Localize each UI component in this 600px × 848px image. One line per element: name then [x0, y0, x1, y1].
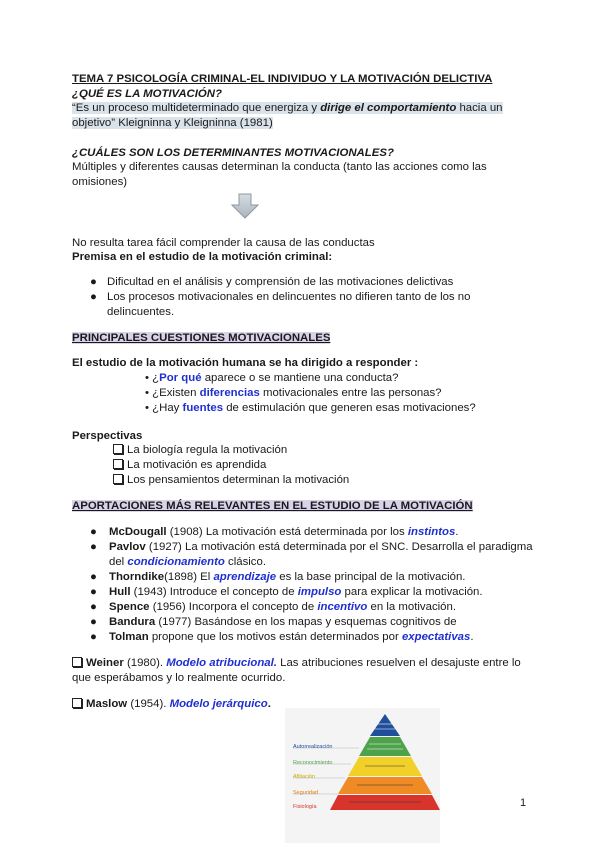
- theory-key: expectativas: [401, 631, 471, 643]
- difficulty-text: No resulta tarea fácil comprender la causa de las conductas: [72, 237, 375, 249]
- pyramid-label-affiliation: Afiliación: [293, 774, 316, 780]
- pyramid-label-recognition: Reconocimiento: [293, 760, 333, 766]
- bullet-icon: ●: [90, 631, 97, 643]
- bullet-icon: ●: [90, 291, 97, 303]
- section-heading-text: PRINCIPALES CUESTIONES MOTIVACIONALES: [72, 332, 331, 344]
- definition-text: “Es un proceso multideterminado que energiza y: [72, 102, 321, 114]
- theory-author: Bandura: [109, 616, 156, 628]
- theory-author: Tolman: [109, 631, 149, 643]
- pyramid-level-2: [359, 737, 411, 756]
- question-post: motivacionales entre las personas?: [259, 387, 442, 399]
- perspective-item: [113, 458, 266, 473]
- bullet-icon: ●: [90, 616, 97, 628]
- theory-text-end: para explicar la motivación.: [341, 586, 483, 598]
- question-key: diferencias: [199, 387, 260, 399]
- perspective-text: La biología regula la motivación: [127, 444, 288, 456]
- weiner-line-2: que esperábamos y lo realmente ocurrido.: [72, 672, 286, 684]
- theory-text-end: en la motivación.: [367, 601, 456, 613]
- page-title: TEMA 7 PSICOLOGÍA CRIMINAL-EL INDIVIDUO Y LA MOTIVACIÓN DELICTIVA: [72, 73, 493, 85]
- definition-citation: objetivo” Kleigninna y Kleigninna (1981): [72, 117, 273, 129]
- pyramid-label-security: Seguridad: [293, 790, 319, 796]
- weiner-model: Modelo atribucional.: [166, 657, 277, 669]
- bullet-icon: ●: [90, 526, 97, 538]
- bullet-icon: ●: [90, 276, 97, 288]
- theory-author: Pavlov: [109, 541, 146, 553]
- theory-key: instintos: [407, 526, 456, 538]
- perspective-text: Los pensamientos determinan la motivación: [127, 474, 350, 486]
- maslow-line: [72, 697, 271, 712]
- checkbox-square-icon: [113, 444, 123, 454]
- bullet-icon: ●: [90, 571, 97, 583]
- pyramid-level-5: [330, 795, 440, 810]
- theory-author: Spence: [109, 601, 150, 613]
- down-arrow-icon: [231, 193, 259, 219]
- definition-emphasis: dirige el comportamiento: [320, 102, 457, 114]
- maslow-author: Maslow: [86, 698, 128, 710]
- pyramid-label-selfrealization: Autorrealización: [293, 744, 333, 750]
- checkbox-square-icon: [113, 474, 123, 484]
- weiner-year: (1980).: [123, 657, 167, 669]
- section-heading-text: APORTACIONES MÁS RELEVANTES EN EL ESTUDIO DE LA MOTIVACIÓN: [72, 500, 473, 512]
- theory-text-end: .: [455, 526, 459, 538]
- theory-key: aprendizaje: [213, 571, 277, 583]
- theory-key: condicionamiento: [127, 556, 225, 568]
- bullet-icon: ●: [90, 586, 97, 598]
- checkbox-square-icon: [72, 698, 82, 708]
- theory-text: (1943) Introduce el concepto de: [130, 586, 298, 598]
- study-intro: El estudio de la motivación humana se ha dirigido a responder :: [72, 357, 419, 369]
- theory-text-end: es la base principal de la motivación.: [276, 571, 466, 583]
- premise-heading: Premisa en el estudio de la motivación criminal:: [72, 251, 333, 263]
- causes-line-2: omisiones): [72, 176, 128, 188]
- theory-text: (1977) Basándose en los mapas y esquemas cognitivos de: [155, 616, 457, 628]
- checkbox-square-icon: [113, 459, 123, 469]
- question-post: de estimulación que generen esas motivaciones?: [223, 402, 476, 414]
- question-item: • ¿Por qué aparece o se mantiene una conducta?: [145, 372, 399, 384]
- question-what-is-motivation: ¿QUÉ ES LA MOTIVACIÓN?: [72, 88, 222, 100]
- checkbox-square-icon: [72, 657, 82, 667]
- section-heading-principal-questions: [72, 331, 330, 346]
- bullet-icon: ●: [90, 601, 97, 613]
- question-key: Por qué: [159, 372, 202, 384]
- theory-text-end: .: [470, 631, 474, 643]
- pyramid-level-3: [348, 757, 422, 776]
- perspective-item: [113, 473, 349, 488]
- definition-text-end: hacia un: [456, 102, 503, 114]
- theory-key: impulso: [297, 586, 342, 598]
- theory-text: (1898) El: [164, 571, 214, 583]
- maslow-period: .: [267, 698, 271, 710]
- pyramid-level-4: [338, 777, 432, 794]
- perspective-item: [113, 443, 287, 458]
- weiner-text: Las atribuciones resuelven el desajuste entre lo: [276, 657, 521, 669]
- question-pre: ¿Existen: [152, 387, 200, 399]
- theory-author: Thorndike: [109, 571, 165, 583]
- question-key: fuentes: [182, 402, 224, 414]
- pyramid-label-physiology: Fisiología: [293, 804, 317, 810]
- list-item-text: delincuentes.: [107, 306, 175, 318]
- theory-author: McDougall: [109, 526, 167, 538]
- theory-text: (1956) Incorpora el concepto de: [149, 601, 318, 613]
- weiner-line-1: [72, 656, 521, 671]
- theory-author: Hull: [109, 586, 131, 598]
- definition-line-1: [72, 101, 503, 116]
- weiner-author: Weiner: [86, 657, 124, 669]
- question-post: aparece o se mantiene una conducta?: [201, 372, 399, 384]
- section-heading-contributions: [72, 499, 473, 514]
- definition-line-2: [72, 116, 273, 131]
- list-item-text: Los procesos motivacionales en delincuentes no difieren tanto de los no: [107, 291, 471, 303]
- question-item: • ¿Existen diferencias motivacionales entre las personas?: [145, 387, 442, 399]
- theory-text: (1927) La motivación está determinada por el SNC. Desarrolla el paradigma: [145, 541, 533, 553]
- theory-text: propone que los motivos están determinados por: [148, 631, 402, 643]
- maslow-year: (1954).: [127, 698, 170, 710]
- list-item-text: Dificultad en el análisis y comprensión de las motivaciones delictivas: [107, 276, 454, 288]
- bullet-icon: ●: [90, 541, 97, 553]
- perspectives-heading: Perspectivas: [72, 430, 143, 442]
- maslow-pyramid-image: [285, 708, 440, 843]
- theory-text: del: [109, 556, 128, 568]
- causes-line-1: Múltiples y diferentes causas determinan la conducta (tanto las acciones como las: [72, 161, 487, 173]
- page-number: 1: [520, 797, 527, 809]
- theory-key: incentivo: [317, 601, 368, 613]
- maslow-model: Modelo jerárquico: [169, 698, 268, 710]
- pyramid-level-1: [370, 714, 400, 736]
- question-determinants: ¿CUÁLES SON LOS DETERMINANTES MOTIVACIONALES?: [72, 147, 394, 159]
- question-pre: ¿Hay: [152, 402, 183, 414]
- perspective-text: La motivación es aprendida: [127, 459, 267, 471]
- theory-text: (1908) La motivación está determinada por los: [166, 526, 408, 538]
- theory-text-end: clásico.: [224, 556, 266, 568]
- question-item: • ¿Hay fuentes de estimulación que generen esas motivaciones?: [145, 402, 476, 414]
- question-pre: ¿: [152, 372, 160, 384]
